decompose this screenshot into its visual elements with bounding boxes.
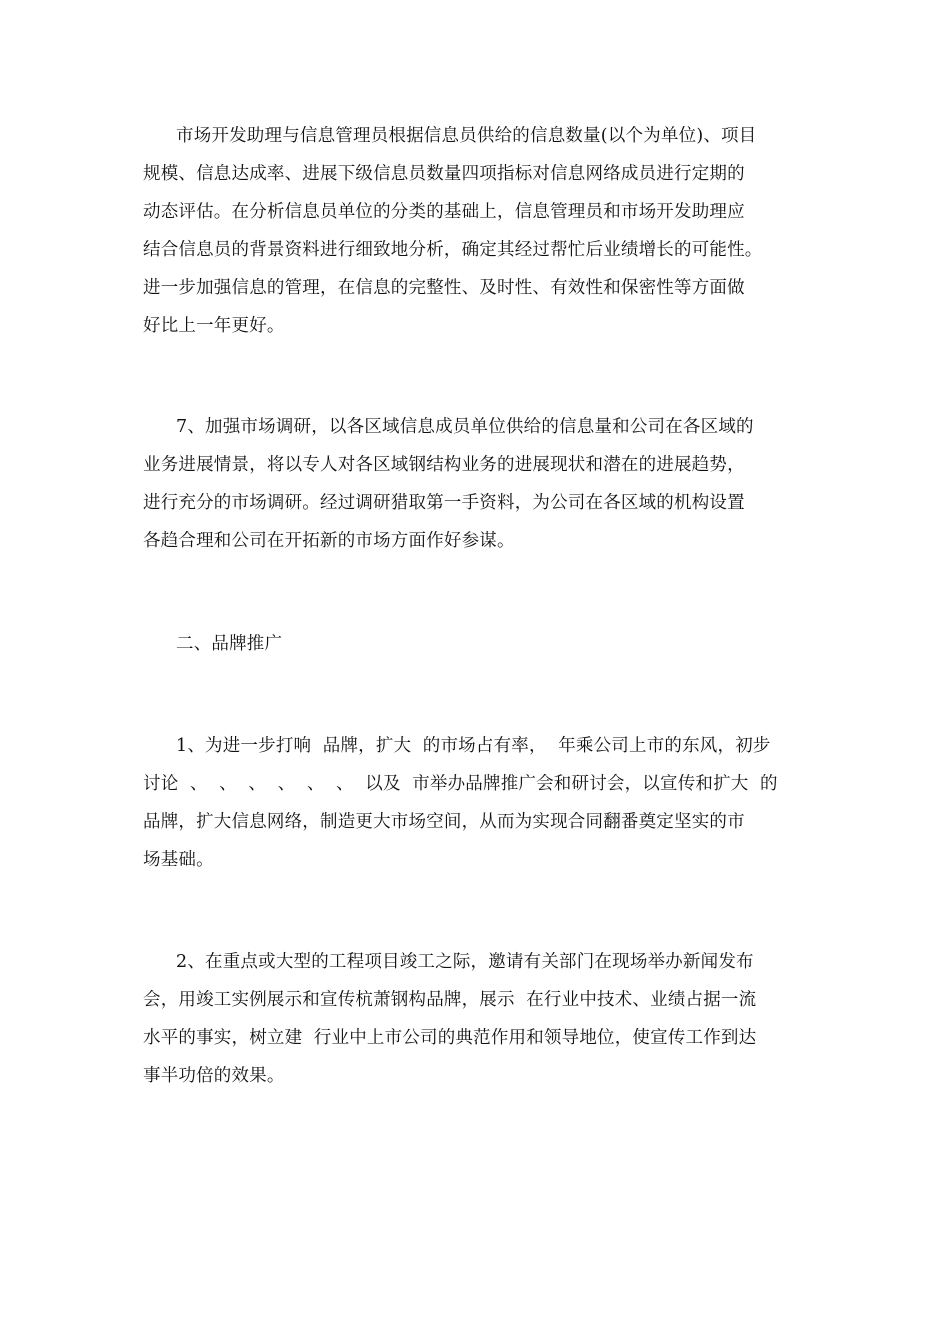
text-line: 市场开发助理与信息管理员根据信息员供给的信息数量(以个为单位)、项目 — [176, 126, 757, 146]
paragraph-info-evaluation — [143, 117, 813, 345]
text-line: 7、加强市场调研，以各区域信息成员单位供给的信息量和公司在各区域的 — [176, 417, 754, 437]
text-line: 规模、信息达成率、进展下级信息员数量四项指标对信息网络成员进行定期的 — [143, 164, 745, 184]
section-heading-brand-promotion — [143, 625, 813, 663]
paragraph-brand-launch — [143, 727, 813, 879]
text-line: 品牌，扩大信息网络，制造更大市场空间，从而为实现合同翻番奠定坚实的市 — [143, 812, 745, 832]
paragraph-press-release — [143, 943, 813, 1095]
text-line: 事半功倍的效果。 — [143, 1066, 285, 1086]
text-line: 好比上一年更好。 — [143, 316, 285, 336]
text-line: 业务进展情景，将以专人对各区域钢结构业务的进展现状和潜在的进展趋势， — [143, 455, 745, 475]
text-line: 结合信息员的背景资料进行细致地分析，确定其经过帮忙后业绩增长的可能性。 — [143, 240, 763, 260]
text-line: 进行充分的市场调研。经过调研猎取第一手资料，为公司在各区域的机构设置 — [143, 493, 745, 513]
text-line: 动态评估。在分析信息员单位的分类的基础上，信息管理员和市场开发助理应 — [143, 202, 745, 222]
text-line: 会，用竣工实例展示和宣传杭萧钢构品牌，展示 在行业中技术、业绩占据一流 — [143, 990, 757, 1010]
section-heading: 二、品牌推广 — [176, 634, 283, 654]
text-line: 进一步加强信息的管理，在信息的完整性、及时性、有效性和保密性等方面做 — [143, 278, 745, 298]
text-line: 1、为进一步打响 品牌，扩大 的市场占有率， 年乘公司上市的东风，初步 — [176, 736, 771, 756]
text-line: 场基础。 — [143, 850, 214, 870]
text-line: 2、在重点或大型的工程项目竣工之际，邀请有关部门在现场举办新闻发布 — [176, 952, 754, 972]
paragraph-market-research — [143, 408, 813, 560]
text-line: 各趋合理和公司在开拓新的市场方面作好参谋。 — [143, 531, 515, 551]
text-line: 讨论 、 、 、 、 、 、 以及 市举办品牌推广会和研讨会，以宣传和扩大 的 — [143, 774, 778, 794]
text-line: 水平的事实，树立建 行业中上市公司的典范作用和领导地位，使宣传工作到达 — [143, 1028, 757, 1048]
